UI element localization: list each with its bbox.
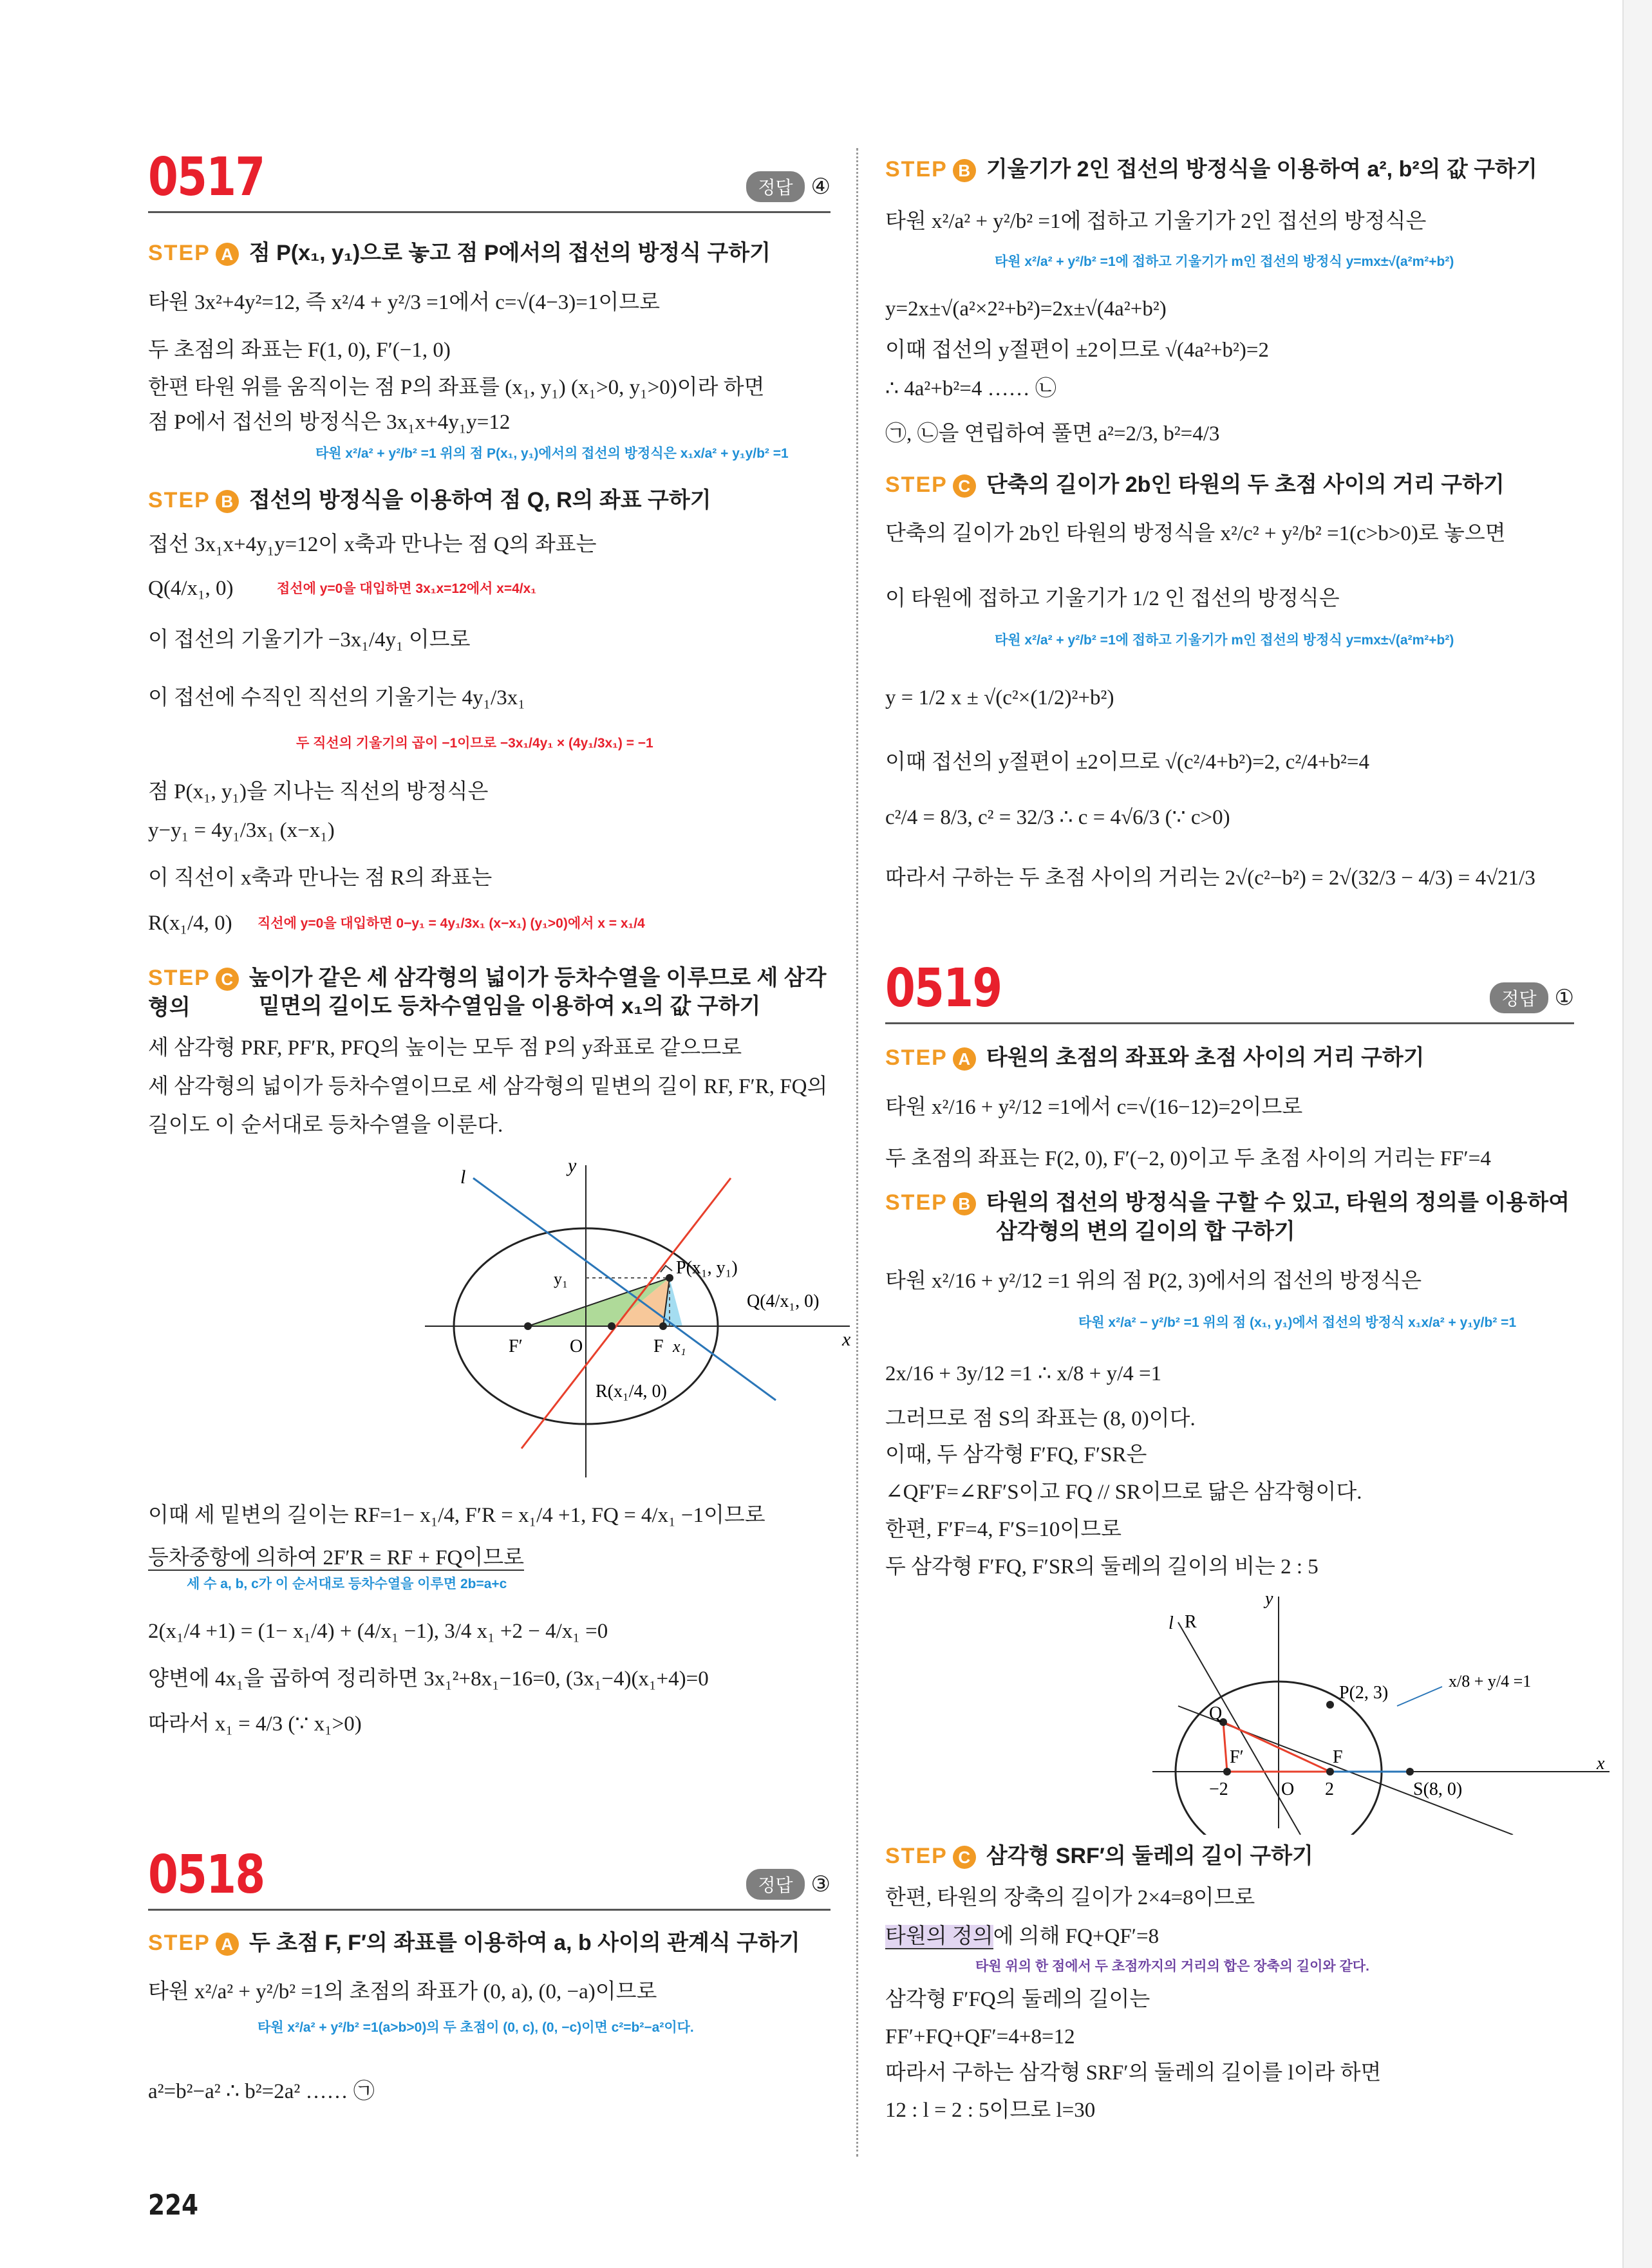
note: 두 직선의 기울기의 곱이 −1이므로 −3x₁/4y₁ × (4y₁/3x₁) = −1 — [296, 736, 653, 751]
label-minus-2: −2 — [1209, 1779, 1228, 1799]
label-f: F — [1333, 1747, 1343, 1767]
point-f — [659, 1322, 667, 1330]
label-r: R(x₁/4, 0) — [596, 1382, 667, 1401]
line: 따라서 구하는 삼각형 SRF′의 둘레의 길이를 l이라 하면 — [885, 2061, 1382, 2085]
line: 양변에 4x₁을 곱하여 정리하면 3x₁²+8x₁−16=0, (3x₁−4)(x₁+4)=0 — [148, 1667, 709, 1691]
line: 한편 타원 위를 움직이는 점 P의 좌표를 (x₁, y₁) (x₁>0, y₁>0)이라 하면 — [148, 376, 765, 399]
note: 직선에 y=0을 대입하면 0−y₁ = 4y₁/3x₁ (x−x₁) (y₁>0)에서 x = x₁/4 — [258, 916, 645, 931]
step-a-heading — [885, 1043, 1574, 1073]
step-title: 점 P(x₁, y₁)으로 놓고 점 P에서의 접선의 방정식 구하기 — [249, 241, 771, 265]
answer-label: 정답 — [746, 171, 804, 202]
line: 두 초점의 좌표는 F(2, 0), F′(−2, 0)이고 두 초점 사이의 거리는 FF′=4 — [885, 1147, 1491, 1170]
line: 2(x₁/4 +1) = (1− x₁/4) + (4/x₁ −1), 3/4 x₁ +2 − 4/x₁ =0 — [148, 1620, 608, 1643]
label-p: P(x₁, y₁) — [676, 1258, 738, 1278]
step-letter: C — [953, 1846, 976, 1869]
step-tag: STEP — [148, 1931, 211, 1955]
step-tag: STEP — [148, 966, 211, 990]
line: 세 삼각형 PRF, PF′R, PFQ의 높이는 모두 점 P의 y좌표로 같으므로 — [148, 1036, 742, 1060]
line: FF′+FQ+QF′=4+8=12 — [885, 2025, 1075, 2048]
line: 타원 3x²+4y²=12, 즉 x²/4 + y²/3 =1에서 c=√(4−3)=1이므로 — [148, 291, 660, 314]
step-b-heading — [885, 155, 1574, 184]
point-f-prime — [524, 1322, 532, 1330]
line: 두 삼각형 F′FQ, F′SR의 둘레의 길이의 비는 2 : 5 — [885, 1555, 1319, 1579]
label-l: l — [460, 1167, 466, 1188]
step-b-heading — [148, 485, 831, 515]
label-y: y — [568, 1155, 577, 1176]
step-tag: STEP — [148, 488, 211, 512]
line: ∠QF′F=∠RF′S이고 FQ // SR이므로 닮은 삼각형이다. — [885, 1481, 1362, 1504]
line: y = 1/2 x ± √(c²×(1/2)²+b²) — [885, 686, 1114, 709]
line: a²=b²−a² ∴ b²=2a² …… ㉠ — [148, 2080, 375, 2103]
step-letter: C — [216, 968, 239, 991]
problem-number: 0518 — [148, 1844, 265, 1906]
step-title: 타원의 접선의 방정식을 구할 수 있고, 타원의 정의를 이용하여 — [986, 1190, 1570, 1215]
step-letter: B — [953, 159, 976, 182]
step-title: 삼각형 SRF′의 둘레의 길이 구하기 — [986, 1844, 1313, 1868]
line: 단축의 길이가 2b인 타원의 방정식을 x²/c² + y²/b² =1(c>b>0)로 놓으면 — [885, 522, 1506, 545]
step-letter: B — [216, 490, 239, 513]
step-title: 기울기가 2인 접선의 방정식을 이용하여 a², b²의 값 구하기 — [986, 157, 1537, 182]
label-p: P(2, 3) — [1339, 1683, 1389, 1703]
page-number: 224 — [148, 2189, 199, 2222]
step-tag: STEP — [148, 241, 211, 265]
label-l: l — [1169, 1613, 1174, 1633]
step-title: 높이가 같은 세 삼각형의 넓이가 등차수열을 이루므로 세 삼각형의 — [148, 966, 827, 1020]
label-s: S(8, 0) — [1413, 1779, 1463, 1799]
answer-label: 정답 — [1490, 982, 1548, 1013]
point-p — [666, 1274, 673, 1282]
label-x1: x₁ — [673, 1337, 686, 1356]
note: 세 수 a, b, c가 이 순서대로 등차수열을 이루면 2b=a+c — [187, 1577, 507, 1591]
step-letter: B — [953, 1192, 976, 1215]
line: 이 접선에 수직인 직선의 기울기는 4y₁/3x₁ — [148, 686, 525, 709]
step-tag: STEP — [885, 473, 948, 497]
line: ㉠, ㉡을 연립하여 풀면 a²=2/3, b²=4/3 — [885, 422, 1220, 445]
problem-number: 0519 — [885, 958, 1002, 1019]
line: 이 직선이 x축과 만나는 점 R의 좌표는 — [148, 867, 493, 890]
step-tag: STEP — [885, 1045, 948, 1070]
note: 타원 x²/a² + y²/b² =1 위의 점 P(x₁, y₁)에서의 접선의 방정식은 x₁x/a² + y₁y/b² =1 — [315, 446, 789, 461]
answer — [746, 171, 831, 202]
point-p — [1326, 1701, 1334, 1709]
line: R(x₁/4, 0) — [148, 912, 232, 935]
point-s — [1406, 1768, 1414, 1776]
answer-label: 정답 — [746, 1869, 804, 1900]
note: 접선에 y=0을 대입하면 3x₁x=12에서 x=4/x₁ — [277, 581, 536, 596]
step-c-heading — [885, 1841, 1574, 1871]
line: 접선 3x₁x+4y₁y=12이 x축과 만나는 점 Q의 좌표는 — [148, 533, 597, 556]
note: 타원 x²/a² + y²/b² =1에 접하고 기울기가 m인 접선의 방정식 y=mx±√(a²m²+b²) — [995, 633, 1454, 648]
answer — [1490, 982, 1574, 1013]
step-b-heading-line2: 삼각형의 변의 길이의 합 구하기 — [996, 1219, 1295, 1244]
note: 타원 위의 한 점에서 두 초점까지의 거리의 합은 장축의 길이와 같다. — [975, 1959, 1369, 1974]
step-a-heading — [148, 238, 831, 268]
step-letter: A — [216, 243, 239, 266]
step-c-heading-line2: 밑면의 길이도 등차수열임을 이용하여 x₁의 값 구하기 — [259, 994, 761, 1018]
note: 타원 x²/a² + y²/b² =1에 접하고 기울기가 m인 접선의 방정식 y=mx±√(a²m²+b²) — [995, 254, 1454, 269]
label-x: x — [842, 1329, 851, 1350]
label-f-prime: F′ — [509, 1336, 523, 1356]
page-edge — [1622, 0, 1652, 2268]
segment-f-prime-q — [1223, 1722, 1227, 1772]
highlight-term: 타원의 정의 — [885, 1925, 993, 1948]
line: 따라서 구하는 두 초점 사이의 거리는 2√(c²−b²) = 2√(32/3 − 4/3) = 4√21/3 — [885, 867, 1535, 890]
line: 세 삼각형의 넓이가 등차수열이므로 세 삼각형의 밑변의 길이 RF, F′R, FQ의 — [148, 1075, 828, 1098]
step-letter: A — [216, 1933, 239, 1956]
line: Q(4/x₁, 0) — [148, 577, 234, 600]
leader-line — [1397, 1687, 1442, 1706]
step-a-heading — [148, 1928, 831, 1958]
line: ∴ 4a²+b²=4 …… ㉡ — [885, 377, 1056, 400]
step-letter: C — [953, 474, 976, 498]
note: 타원 x²/a² + y²/b² =1(a>b>0)의 두 초점이 (0, c), (0, −c)이면 c²=b²−a²이다. — [258, 2020, 694, 2035]
problem-0518-header — [148, 1844, 831, 1911]
step-tag: STEP — [885, 1190, 948, 1215]
label-2: 2 — [1325, 1779, 1334, 1799]
line — [148, 1542, 831, 1573]
line: 한편, F′F=4, F′S=10이므로 — [885, 1518, 1122, 1541]
step-tag: STEP — [885, 1844, 948, 1868]
line: 타원 x²/16 + y²/12 =1 위의 점 P(2, 3)에서의 접선의 방정식은 — [885, 1270, 1422, 1293]
line: 2x/16 + 3y/12 =1 ∴ x/8 + y/4 =1 — [885, 1362, 1162, 1385]
tangent-line-l — [473, 1178, 776, 1400]
line-text: 에 의해 FQ+QF′=8 — [993, 1925, 1159, 1948]
line: 그러므로 점 S의 좌표는 (8, 0)이다. — [885, 1407, 1196, 1430]
line: 삼각형 F′FQ의 둘레의 길이는 — [885, 1988, 1150, 2011]
point-f-prime — [1223, 1768, 1231, 1776]
line: 이때 접선의 y절편이 ±2이므로 √(c²/4+b²)=2, c²/4+b²=4 — [885, 751, 1370, 774]
normal-line — [521, 1178, 731, 1448]
line: 12 : l = 2 : 5이므로 l=30 — [885, 2099, 1096, 2122]
answer-value: ③ — [811, 1872, 831, 1897]
point-r — [608, 1322, 615, 1330]
label-x: x — [1597, 1754, 1605, 1774]
line: 이때 세 밑변의 길이는 RF=1− x₁/4, F′R = x₁/4 +1, FQ = 4/x₁ −1이므로 — [148, 1504, 765, 1527]
line: 점 P(x₁, y₁)을 지나는 직선의 방정식은 — [148, 780, 489, 803]
step-b-heading — [885, 1188, 1574, 1217]
line: 이때 접선의 y절편이 ±2이므로 √(4a²+b²)=2 — [885, 339, 1270, 362]
step-title: 단축의 길이가 2b인 타원의 두 초점 사이의 거리 구하기 — [986, 473, 1505, 497]
ellipse-diagram-0519 — [1040, 1590, 1652, 1835]
line: 한편, 타원의 장축의 길이가 2×4=8이므로 — [885, 1886, 1255, 1909]
line: y=2x±√(a²×2²+b²)=2x±√(4a²+b²) — [885, 297, 1167, 321]
step-title: 접선의 방정식을 이용하여 점 Q, R의 좌표 구하기 — [249, 488, 711, 512]
step-title: 타원의 초점의 좌표와 초점 사이의 거리 구하기 — [986, 1045, 1425, 1070]
line: 타원 x²/a² + y²/b² =1에 접하고 기울기가 2인 접선의 방정식은 — [885, 210, 1427, 233]
label-f: F — [653, 1336, 664, 1356]
line: c²/4 = 8/3, c² = 32/3 ∴ c = 4√6/3 (∵ c>0) — [885, 806, 1230, 829]
line: 타원 x²/16 + y²/12 =1에서 c=√(16−12)=2이므로 — [885, 1096, 1303, 1119]
label-f-prime: F′ — [1230, 1747, 1244, 1767]
line: y−y₁ = 4y₁/3x₁ (x−x₁) — [148, 819, 335, 842]
line — [885, 1921, 1574, 1952]
label-o: O — [1281, 1779, 1295, 1799]
step-letter: A — [953, 1047, 976, 1071]
line: 점 P에서 접선의 방정식은 3x₁x+4y₁y=12 — [148, 411, 511, 434]
label-o: O — [570, 1336, 583, 1356]
label-r: R — [1185, 1612, 1197, 1632]
label-tangent: x/8 + y/4 =1 — [1449, 1672, 1532, 1691]
point-f — [1326, 1768, 1334, 1776]
step-title: 두 초점 F, F′의 좌표를 이용하여 a, b 사이의 관계식 구하기 — [249, 1931, 800, 1955]
line: 따라서 x₁ = 4/3 (∵ x₁>0) — [148, 1712, 362, 1736]
line: 이 접선의 기울기가 −3x₁/4y₁ 이므로 — [148, 628, 471, 651]
answer-value: ① — [1554, 986, 1574, 1010]
answer — [746, 1869, 831, 1900]
line-text: 등차중항에 의하여 2F′R = RF + FQ이므로 — [148, 1546, 525, 1570]
label-y: y — [1265, 1590, 1273, 1609]
ellipse-diagram-0517 — [303, 1152, 985, 1487]
note: 타원 x²/a² − y²/b² =1 위의 점 (x₁, y₁)에서 접선의 방정식 x₁x/a² + y₁y/b² =1 — [1078, 1315, 1517, 1330]
problem-0519-header — [885, 958, 1574, 1024]
label-y1: y₁ — [554, 1270, 568, 1288]
step-c-heading — [885, 470, 1574, 500]
answer-value: ④ — [811, 174, 831, 199]
label-q: Q(4/x₁, 0) — [747, 1291, 820, 1311]
line: 이 타원에 접하고 기울기가 1/2 인 접선의 방정식은 — [885, 587, 1340, 610]
line: 길이도 이 순서대로 등차수열을 이룬다. — [148, 1114, 503, 1137]
step-tag: STEP — [885, 157, 948, 182]
line: 이때, 두 삼각형 F′FQ, F′SR은 — [885, 1443, 1147, 1467]
line: 두 초점의 좌표는 F(1, 0), F′(−1, 0) — [148, 339, 451, 362]
line: 타원 x²/a² + y²/b² =1의 초점의 좌표가 (0, a), (0, −a)이므로 — [148, 1980, 657, 2003]
problem-0517-header — [148, 147, 831, 213]
label-q: Q — [1209, 1703, 1223, 1723]
problem-number: 0517 — [148, 147, 265, 208]
